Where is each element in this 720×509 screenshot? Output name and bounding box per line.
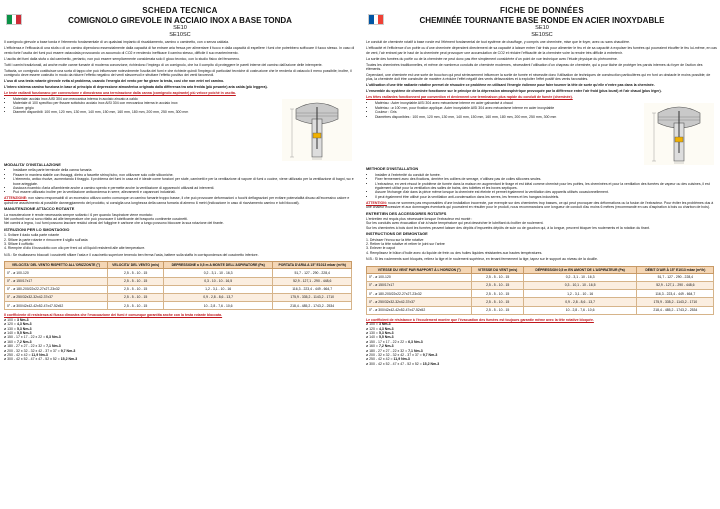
red-highlight-paragraph: Le teste radianti funzionano per convenzione e dimostrano una terminazione dalla canna (comignolo aspirante) più veloce poiché in uscita. [4,91,236,95]
maintenance-lines [366,217,718,230]
flag-stripe-3 [378,15,383,24]
sheet-title: SCHEDA TECNICA [142,6,218,15]
coefficient-item [366,362,718,366]
coefficient-diameter: ø 140 = [4,330,17,335]
text-line: 1. Svitare il dado sulla parte rotante [4,233,60,238]
table-cell: 2,5 - 5 - 10 - 15 [472,290,524,298]
table-cell: 0,9 - 2,8 - 8,6 - 13,7 [164,293,273,301]
column-body [366,40,718,366]
list-item: • Installare nella parte terminale della canna fumaria [13,168,356,172]
coefficient-diameter: ø 200 - 32 x 32 - 32 x 42 - 37 x 37 = [366,353,423,358]
coefficient-value: 3 Nm-3 [378,322,391,327]
coefficient-value: 5,5 Nm-3 [378,335,394,340]
coefficient-diameter: ø 100 = [4,317,17,322]
intro-paragraph-4: Tutti i camini tradizionali, ad anche molte canne fumarie di moderna concezione, richiedono l'impiego di un comignolo, che ha il compito di proteggere le pareti interne del camino dall'azione delle intemperie. [4,62,323,67]
table-body [367,273,714,314]
table-row [367,306,714,314]
table-cell: 51,7 - 127 - 290 - 228,4 [637,273,714,281]
table-cell: 2,5 - 5 - 10 - 15 [107,277,163,285]
french-column [366,0,718,509]
coefficient-value: 7,1 Nm-3 [46,344,61,349]
table-cell: 0,9 - 2,8 - 8,6 - 13,7 [524,298,637,306]
list-item: • Materiale: acciaio inox AISI 304 con meccanica interna in acciaio zincato a caldo [13,97,188,101]
model-code-2: SE10SC [531,31,553,38]
coefficient-value: 4,3 Nm-3 [16,322,32,327]
intro-paragraph-5: Cependant, une cheminée est une sorte de bouchon qui peut sérieusement influencer la sortie de fumée et nécessite donc l'utilisation de techniques de construction particulières qui en font un obstacle le moins possible; de plus, la cheminée doit être construite de manière à réduire l'effet négatif des vents défavorables et à exploiter l'effet positif des vents favorables. [366,73,711,82]
table-cell: 175,9 - 335,2 - 1143,2 - 1710 [272,293,352,301]
table-row [5,285,352,293]
attention-text: non siamo responsabili di un eccessivo utilizzo contro comunque un camino fumarie troppo basse, il che può provocare deformazioni o fuochi deflagrazioni per evitare potenzialità disuso all'eccessivo calore e quindi ne assolvimento al possibile danneggiamento del prodotto, si consiglia una lunghezza della canna fumaria di almeno 6 metri (indicazione in caso di riavviamento camino e tubi bloccati). [4,196,350,205]
table-cell: 0° - ø 100-120 [367,273,472,281]
chimney-cap-diagram-icon [282,99,352,161]
table-cell: 218,4 - 485,2 - 1743,2 - 2534 [272,302,352,310]
table-row [5,293,352,301]
coefficient-diameter: ø 180 - 27 x 27 - 22 x 32 = [4,344,47,349]
coefficient-value: 7,2 Nm-3 [16,339,32,344]
text-line: Sur les cheminées à bois dont les fumées peuvent laisser des dépôts d'impuretés dépôts de suie ou de goudron qui, à la longue, peuvent bloquer les roulements et la rotation du tirant. [366,225,650,230]
table-cell: 116,3 - 223,4 - 449 - 664,7 [272,285,352,293]
text-line: Nei confronti non si sono rifatto ad alle temperature che può provocare il lubrificante del trasporto continente cuscinetti. [4,216,188,221]
coefficient-list [366,322,718,366]
performance-table [366,266,714,315]
materials-row [4,97,356,161]
table-cell: 2,5 - 5 - 10 - 15 [107,302,163,310]
list-item: • L'extracteur, en vent résout le problème de fumée dans la maison en augmentant le tirage et est idéal comme chemisé pour les poêles, les cheminées et pour la ventilation des fumées de vapeur ou des cuisines, il est également utilisé pour la ventilation des salles de bains, des toilettes et les boxes septiques. [375,182,718,191]
flag-icon [6,14,22,25]
removal-steps [366,238,718,256]
table-cell: 0,2 - 3,1 - 10 - 16,3 [164,269,273,277]
table-header-cell: VITESSE DU VENT (m/s) [472,266,524,273]
coefficient-diameter: ø 130 = [366,330,379,335]
maintenance-lines [4,213,356,226]
intro-paragraph-3: La sortie des fumées du poêle ou de la cheminée ne peut donc pas être simplement considérée d'un point de vue technique avec l'étude physique du phénomène. [366,56,618,61]
highlight-paragraph-1: L'uso di una testa rotante girevole evita al problema, usando l'energia del vento per far girare la testa, così che non entri nel camino. [4,79,225,83]
coefficient-value: 9,7 Nm-3 [422,353,438,358]
materials-list [366,101,556,164]
list-item: • Matériau : Acier inoxydable AISI 304 avec mécanisme interne en acier galvanisé à chaud [375,101,556,105]
table-cell: 0° - ø 100-120 [5,269,108,277]
table-cell: 0° - ø 300/42x42-42x52-47x47-52x52 [5,302,108,310]
list-item: • Materiale di 100 specifico per fissare sottotubo acciaio inox AISI 304 con meccanica interna in acciaio inox [13,101,188,105]
table-cell: 2,5 - 5 - 10 - 15 [472,282,524,290]
performance-table [4,261,352,310]
chimney-cap-diagram-icon [644,103,714,165]
coefficient-diameter: ø 160 = [4,339,17,344]
coefficient-diameter: ø 120 = [4,322,17,327]
table-cell: 0° - ø 300/42x42-42x52-47x47-52x52 [367,306,472,314]
table-cell: 175,9 - 335,2 - 1143,2 - 1710 [637,298,714,306]
intro-paragraph-2: L'efficacité et l'efficience d'un poêle ou d'une cheminée dépendent directement de sa capacité à laisser entrer l'air frais pour alimenter le feu et de sa capacité à expulser les fumées qui pourraient étouffer le feu lui-même, en cas de vent, l'air entrant par le haut de la cheminée peut provoquer une accumulation de CO2 et réduire l'efficacité de la cheminée voire la rendre très difficile à entretenir. [366,46,717,55]
table-row [367,290,714,298]
italian-column [4,0,356,509]
install-list [366,173,718,199]
list-item: • Diamètres disponibles : 100 mm, 120 mm, 130 mm, 140 mm, 150 mm, 160 mm, 180 mm, 200 mm, 250 mm, 300 mm [375,115,556,119]
table-cell: 2,5 - 5 - 10 - 15 [107,285,163,293]
table-cell: 2,5 - 5 - 10 - 15 [107,293,163,301]
coefficient-value: 9,7 Nm-3 [60,348,76,353]
note-paragraph: N.B.: Se risultassero bloccati i cuscinetti sfilare l'asta e il cuscinetto superiore tenendo ben ferma l'asta, battere sulla staffa in corrispondenza del cuscinetto inferiore. [4,252,259,257]
flag-stripe-3 [16,15,21,24]
maintenance-section-title: ENTRETIEN DES ACCESSOIRES ROTATIFS [366,210,447,216]
coefficient-value: 11,9 Nm-3 [393,357,410,362]
column-body [4,40,356,362]
coefficient-list [4,318,356,362]
maintenance-section-title: MANUTENZIONE ATTACCO ROTANTE [4,206,75,212]
table-cell: 51,7 - 127 - 290 - 228,4 [272,269,352,277]
intro-paragraph-4: Toutes les cheminées traditionnelles, et même de nombreux conduits de cheminée modernes, nécessitent l'utilisation d'un chapeau de cheminée, qui a pour tâche de protéger les parois internes du foyer de l'action des éléments. [366,62,703,71]
install-section-title: METHODE D'INSTALLATION [366,166,419,172]
table-row [5,277,352,285]
coefficient-value: 4,3 Nm-3 [378,326,394,331]
model-code-1: SE10 [173,25,187,31]
product-title: COMIGNOLO GIREVOLE IN ACCIAIO INOX A BASE TONDA [68,16,292,25]
coefficient-diameter: ø 300 - 42 x 52 - 47 x 47 - 52 x 52 = [366,361,423,366]
text-line: 4. Remplissez le bûton d'huile avec du liquide de frein ou des huiles liquides résistantes aux hautes températures. [366,250,543,255]
materials-list [4,97,188,160]
table-cell: 2,5 - 5 - 10 - 15 [107,269,163,277]
list-item: • Fixer fermement avec des fixations, derrière les colliers de serrage, n'utilisez pas de colles silicones seules. [375,177,718,181]
table-header-row [5,262,352,269]
table-cell: 1,2 - 3,1 - 10 - 16 [164,285,273,293]
table-cell: 0,3 - 10,1 - 10 - 16,5 [524,282,637,290]
coefficient-value: 3 Nm-3 [16,317,29,322]
removal-section-title: INSTRUCTIONS DE DEMONTAGE [366,231,428,237]
table-header-cell: DEPRESSIONE a 0,5 m A MONTE DELL'ASPIRATORE (Pa) [164,262,273,269]
table-cell: 0° - ø 250/32x32-32x42-37x37 [5,293,108,301]
table-header-cell: VELOCITA' DEL VENTO (m/s) [107,262,163,269]
text-line: 4. Riempire d'olio il bussolotto con olio per freni od oli liquidi resistenti alle alte temperature. [4,246,146,251]
table-cell: 0° - ø 150/17x17 [5,277,108,285]
coefficient-value: 15,2 Nm-3 [422,361,440,366]
text-line: La manutenzione è rende necessaria sempre soltanto i 6 per quando l'aspiratore viene montato: [4,212,153,217]
table-header-cell: DÉBIT D'AIR À 15° E1013 mbar (m³/h) [637,266,714,273]
list-item: • Assure l'échange d'air dans la pièce même lorsque la cheminée est éteinte et permet également la ventilation des appareils utilisés occasionnellement. [375,190,718,194]
list-item: • Couleur : Gris [375,110,556,114]
list-item: • Installer à l'extrémité du conduit de fumée. [375,173,718,177]
table-cell: 0° - ø 180-200/22x22-27x27-23x32 [367,290,472,298]
coefficient-diameter: ø 150 - 17 x 17 - 22 x 22 = [4,335,47,340]
table-cell: 0° - ø 250/32x32-32x42-37x37 [367,298,472,306]
coefficient-diameter: ø 200 - 32 x 32 - 32 x 42 - 37 x 37 = [4,348,61,353]
attention-paragraph [366,201,718,210]
install-section-title: MODALITA' D'INSTALLAZIONE [4,162,61,167]
coefficient-value: 7,1 Nm-3 [408,348,423,353]
removal-steps [4,233,356,251]
coefficient-diameter: ø 140 = [366,335,379,340]
list-item: • L'elemento, antico risolve, aumentando il tiraggio. Il problema dei fumi in casa ed è ideale come funzioni per stufe, caminetti e per la ventilazione di vapore di fumi o cucine, viene utilizzato per la ventilazione di bagni, wc e boxe arieggiate. [13,177,356,186]
text-line: 2. Retirer la tête rotative et retirer le joint sur l'arbre [366,242,445,246]
table-header-row [367,266,714,273]
table-cell: 10 - 2,8 - 7,6 - 10,6 [524,306,637,314]
table-cell: 2,5 - 5 - 10 - 15 [472,306,524,314]
list-item: • Diametri disponibili: 100 mm, 120 mm, 130 mm, 140 mm, 150 mm, 160 mm, 180 mm, 200 mm, 250 mm, 300 mm [13,110,188,114]
text-line: 2. Sfilare la parte rotante e rimuovere il sigillo sull'asta [4,237,88,242]
install-list [4,168,356,194]
table-cell: 52,9 - 127,1 - 290 - 448,6 [637,282,714,290]
table-cell: 0,2 - 3,1 - 10 - 16,3 [524,273,637,281]
flag-icon [368,14,384,25]
highlight-paragraph-1: L'utilisation d'une tête radiante rotative permet de résoudre ce problème en utilisant l'énergie éolienne pour faire tourner la tête de sorte qu'elle n'entre pas dans la cheminée. [366,83,655,88]
coefficient-diameter: ø 160 = [366,344,379,349]
text-line: L'entretien est requis plus nécessaire lorsque l'extracteur est monté : [366,216,473,221]
text-line: 3. Sfilare il cuffiotto [4,242,34,246]
table-cell: 116,3 - 223,4 - 449 - 664,7 [637,290,714,298]
attention-text: nous ne sommes pas responsables d'une installation incorrecte, par exemple sur des cheminées trop basses, ce qui peut provoquer des déformations ou la fusion de l'extracteur. Pour éviter les problèmes dus à une chaleur excessive et aux dommages éventuels qui pourraient en résulter pour le produit, nous recommandons une longueur de conduit d'au moins 6 mètres (recommandé en cas d'aspiration à bois ou charbon de bois). [366,200,714,210]
text-line: 1. Dévisser l'écrou sur la tête rotative [366,237,424,242]
table-header-cell: PORTATA D'ARIA A 15° E1013 mbar (m³/h) [272,262,352,269]
text-line: 3. Enlever le capot [366,246,395,251]
coefficient-title: Le coefficient de résistance à l'écoulement montre que l'évacuation des fumées est toujours garantie même avec la tête rotative bloquée. [366,317,594,322]
removal-section-title: ISTRUZIONI PER LO SMONTAGGIO [4,226,70,232]
coefficient-diameter: ø 250 - 42 x 42 = [366,357,394,362]
coefficient-value: 11,9 Nm-3 [31,353,48,358]
product-title: CHEMINÉE TOURNANTE BASE RONDE EN ACIER INOXYDABLE [419,16,665,25]
list-item: • Può essere utilizzato inoltre per la ventilazione anticondensa in serre, allevamenti e capannoni industriali. [13,190,356,194]
intro-paragraph-1: Il comignolo girevole a base tonda è l'elemento fondamentale di un qualsiasi impianto di riscaldamento, camino o caminetto, con o senza caldaia. [4,40,229,45]
coefficient-diameter: ø 150 - 17 x 17 - 22 x 22 = [366,339,409,344]
table-row [367,282,714,290]
sheet-title: FICHE DE DONNÉES [500,6,584,15]
materials-row [366,101,718,165]
highlight-paragraph-2: L'ensemble du système de cheminée fonctionne sur le principe de la dépression atmosphérique provoquée par la différence entre l'air froid (plus lourd) et l'air chaud (plus léger). [366,89,662,94]
model-code-2: SE10SC [169,31,191,38]
table-row [5,269,352,277]
list-item: • Fissare in maniera stabile con fissaggi, dietro a fascette strinqi tubo, non utilizzare solo colle siliconiche. [13,173,356,177]
intro-paragraph-3: L'uscita dei fumi dalla stufa o dal caminetto, pertanto, non può essere semplicemente considerata solo il gioco tecnico, con lo studio fisico del fenomeno. [4,56,241,61]
list-item: • Colore: grigio [13,106,188,110]
attention-label: ATTENZIONE: [4,196,28,201]
red-highlight-paragraph: Les têtes radiantes fonctionnent par convention et deviennent une terminaison plus rapide du conduit de fumée (cheminée). [366,95,573,100]
coefficient-value: 6,3 Nm-3 [408,339,423,344]
table-body [5,269,352,310]
coefficient-diameter: ø 100 = [366,322,379,327]
attention-paragraph [4,196,356,205]
table-cell: 0° - ø 180-200/22x22-27x27-23x32 [5,285,108,293]
highlight-paragraph-2: L'intero sistema camino funziona in base al principio di depressione atmosferica originata dalla differenza tra aria fredda (più pesante) aria calda (più leggera). [4,85,268,89]
coefficient-value: 5,5 Nm-3 [16,330,32,335]
coefficient-diameter: ø 300 - 42 x 52 - 47 x 47 - 52 x 52 = [4,357,61,362]
column-header [366,0,718,38]
list-item: • Assicura ricambio d'aria all'ambiente anche a camino spento e permette anche la ventilazione di apparecchi utilizzati ad interventi. [13,186,356,190]
table-cell: 218,4 - 485,2 - 1743,2 - 2534 [637,306,714,314]
table-cell: 0,3 - 10 - 10 - 16,5 [164,277,273,285]
table-row [367,298,714,306]
table-cell: 52,9 - 127,1 - 290 - 448,6 [272,277,352,285]
coefficient-value: 7,2 Nm-3 [378,344,394,349]
intro-paragraph-1: Le conduit de cheminée rotatif à base ronde est l'élément fondamental de tout système de chauffage, y compris une cheminée, mise que le foyer, avec ou sans chaudière. [366,40,631,45]
coefficient-value: 15,2 Nm-3 [60,357,78,362]
table-header-cell: VITESSE DU VENT PAR RAPPORT À L'HORIZON (°) [367,266,472,273]
table-cell: 1,2 - 3,1 - 10 - 16 [524,290,637,298]
table-cell: 10 - 2,8 - 7,6 - 10,6 [164,302,273,310]
note-paragraph: N.B.: Si les roulements sont bloqués, retirez la tige et le roulement supérieur, en tenant fermement la tige, tapez sur le support au niveau de la douille. [366,257,598,262]
coefficient-diameter: ø 120 = [366,326,379,331]
model-code-1: SE10 [535,25,549,31]
coefficient-diameter: ø 130 = [4,326,17,331]
text-line: Sur les conduits avec évacuation d'air à haute température qui peut dessécher le lubrifiant du boîtier de roulement. [366,221,544,226]
coefficient-value: 5,3 Nm-3 [378,330,394,335]
table-header-cell: VELOCITA' DEL VENTO RISPETTO ALL'ORIZZONTE (°) [5,262,108,269]
table-row [367,273,714,281]
text-line: Nei camini a legna, i cui fumi possono lasciare residui oleosi del fuliggine è carbone che a lungo possono bloccare la sua rotazione del tirante. [4,221,224,226]
intro-paragraph-5: Tuttavia, un comignolo costituisce una sorta di tappo che può influenzare notevolmente l'uscita del fumi e che richiede quindi l'impiego di particolari tecniche di costruzione che le renderla di ostacolo il meno possibile; inoltre, il comignolo deve essere costruito in modo da ridurre l'effetto negativo dei venti sfavorevoli e sfruttare l'effetto positivo dei venti favorevoli. [4,68,352,77]
list-item: • Il peut également être utilisé pour la ventilation anti-condensation dans les serres, les fermes et les hangars industriels. [375,195,718,199]
coefficient-item [4,357,356,361]
intro-paragraph-2: L'efficienza e l'efficacia di una stufa o di un camino dipendono essenzialmente dalla capacità di far entrare aria fresca per alimentare il fuoco e dalla capacità di espellere i fumi che potrebbero soffocare il fuoco stesso. In caso di vento forte l'uscita dei fumi può essere ostacolata provocando un accumulo di CO2 e rendendo inefficace il camino stesso, difficile il suo mantenimento. [4,46,355,55]
table-cell: 2,5 - 5 - 10 - 15 [472,273,524,281]
column-header [4,0,356,38]
coefficient-value: 6,3 Nm-3 [46,335,61,340]
attention-label: ATTENTION: [366,200,387,205]
coefficient-value: 5,3 Nm-3 [16,326,32,331]
coefficient-title: Il coefficiente di resistenza al flusso dimostra che l'evacuazione dei fumi è comunque garantita anche con la testa rotante bloccata. [4,313,223,318]
list-item: • Matériau : ø 100 mm, pour fixation applique. Acier inoxydable AISI 304 avec mécanisme interne en acier inoxydable [375,106,556,110]
coefficient-diameter: ø 250 - 42 x 42 = [4,353,32,358]
table-cell: 2,5 - 5 - 10 - 15 [472,298,524,306]
table-cell: 0° - ø 150/17x17 [367,282,472,290]
table-row [5,302,352,310]
coefficient-diameter: ø 180 - 27 x 27 - 22 x 32 = [366,348,409,353]
table-header-cell: DÉPRESSION 0,5 m EN AMONT DE L'ASPIRATEUR (Pa) [524,266,637,273]
resistance-coefficients [4,313,356,361]
resistance-coefficients [366,318,718,366]
